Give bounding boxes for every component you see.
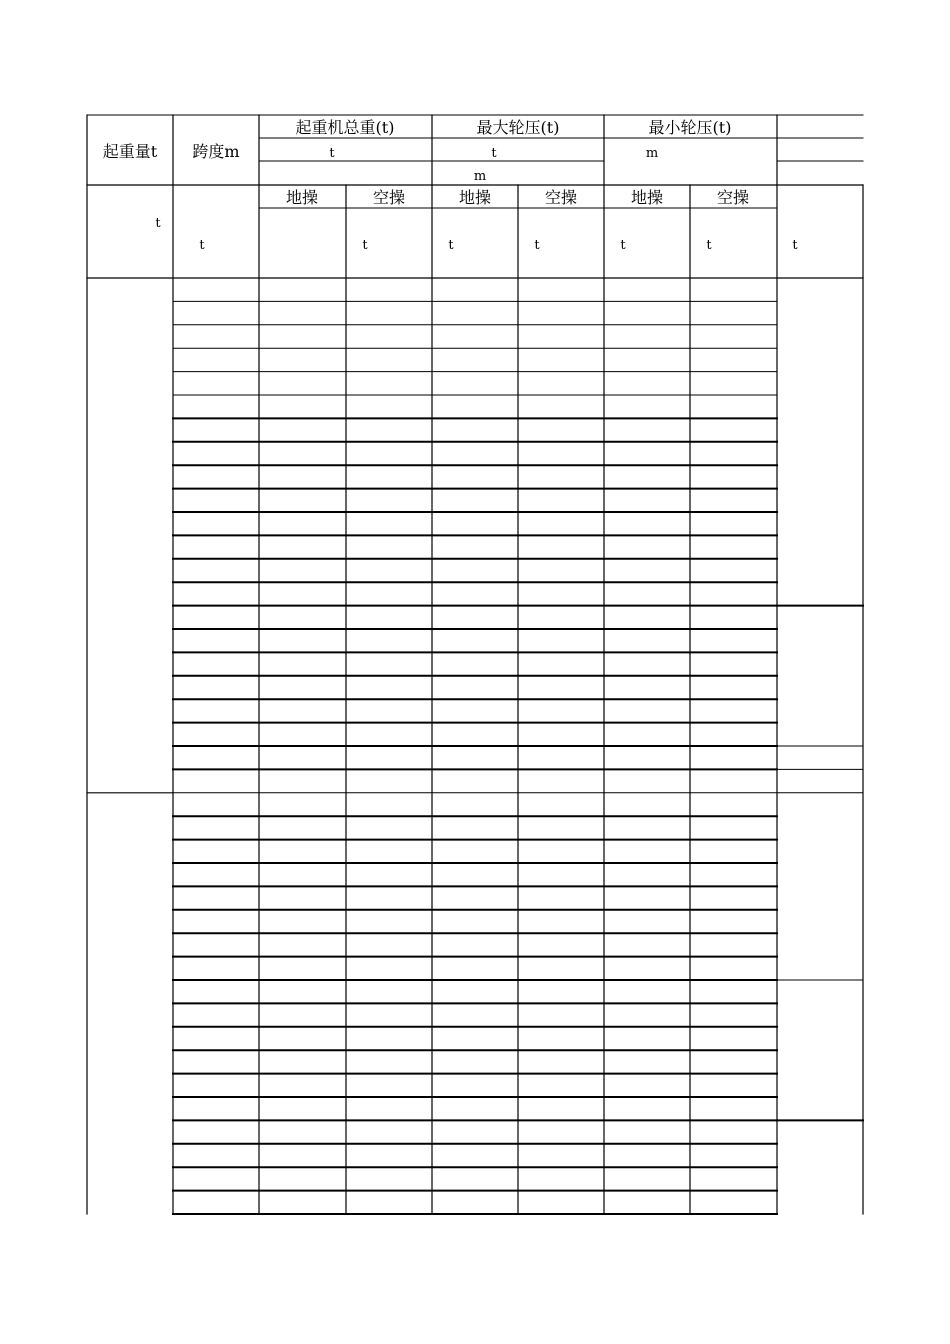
unit-col-air-op-max: t — [534, 238, 540, 253]
unit-total-weight: t — [329, 146, 335, 161]
subheader-max-ground-op: 地操 — [458, 188, 492, 207]
unit-min-wheel: m — [645, 146, 659, 161]
unit-col-ground-op-max: t — [448, 238, 454, 253]
subheader-total-ground-op: 地操 — [285, 188, 319, 207]
header-span: 跨度m — [192, 142, 240, 161]
subheader-min-air-op: 空操 — [716, 188, 750, 207]
unit-span: t — [199, 238, 205, 253]
subheader-total-air-op: 空操 — [372, 188, 406, 207]
grid-lines — [87, 115, 863, 1214]
unit-col-air-op-total: t — [362, 238, 368, 253]
unit-max-wheel: t — [491, 146, 497, 161]
unit-col-ground-op-min: t — [620, 238, 626, 253]
header-min-wheel-pressure: 最小轮压(t) — [648, 118, 732, 137]
unit-capacity: t — [155, 216, 161, 231]
subheader-min-ground-op: 地操 — [630, 188, 664, 207]
header-capacity: 起重量t — [102, 142, 158, 161]
header-max-wheel-pressure: 最大轮压(t) — [476, 118, 560, 137]
unit-col-air-op-min: t — [706, 238, 712, 253]
subheader-max-air-op: 空操 — [544, 188, 578, 207]
unit-col-last: t — [792, 238, 798, 253]
unit-span-row: m — [473, 169, 487, 184]
header-total-weight: 起重机总重(t) — [295, 118, 395, 137]
